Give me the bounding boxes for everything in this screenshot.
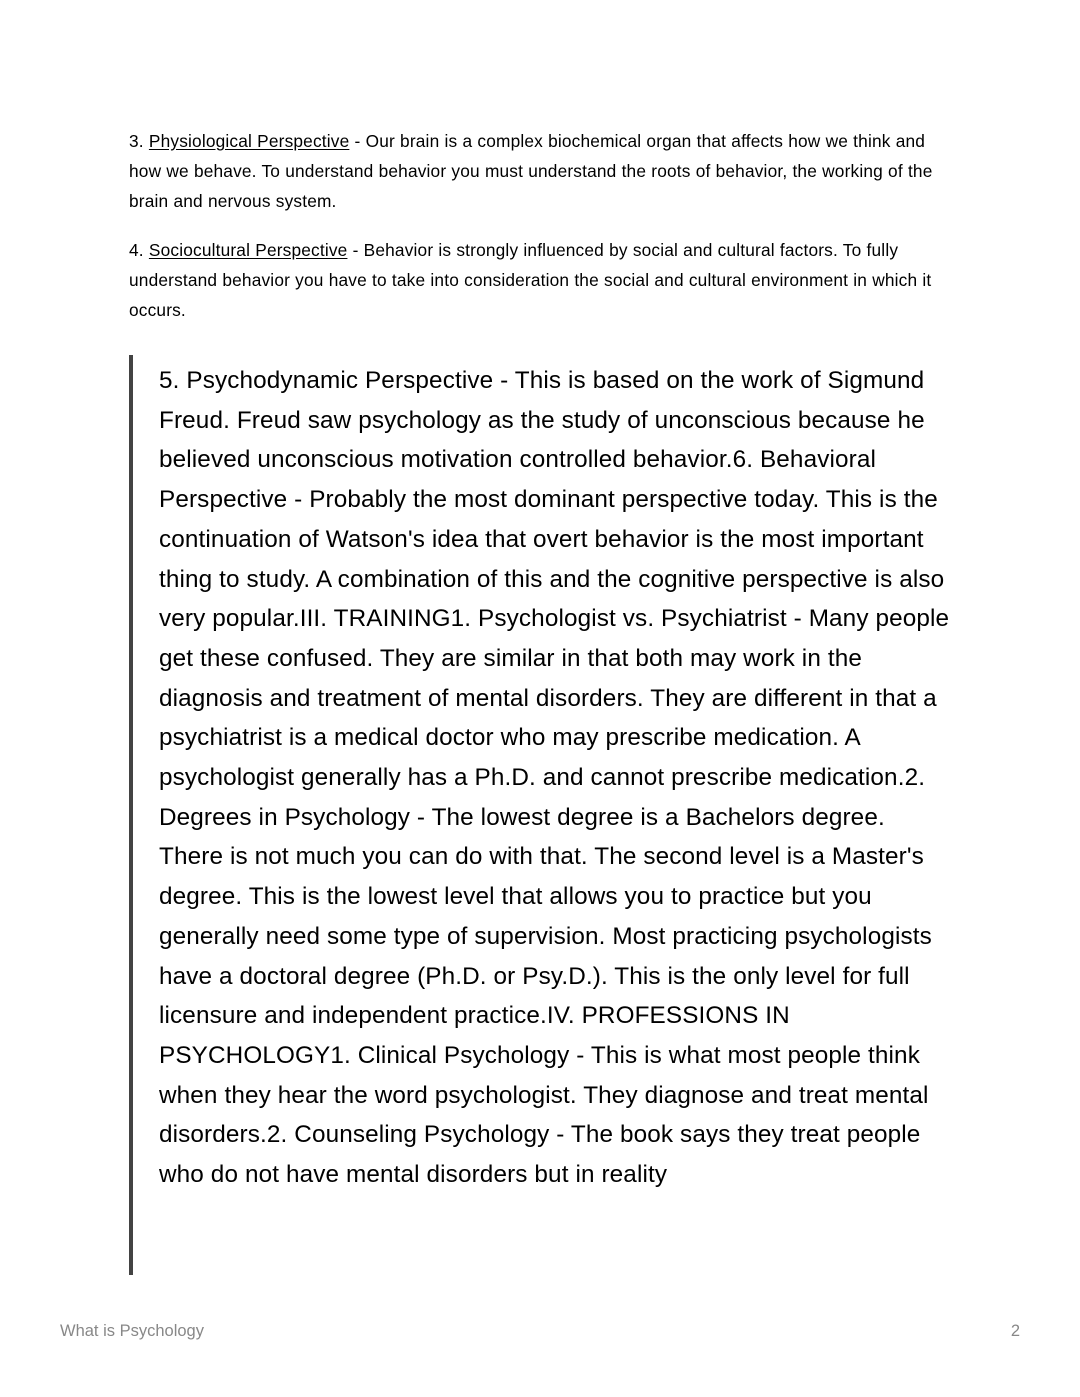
paragraph-body: - Our brain is a complex biochemical organ that affects how we think and how we behave. To understand behavior you must understand the roots of behavior, the working of the brain and nervous system. (129, 131, 933, 211)
footer-page-number: 2 (1010, 1321, 1020, 1340)
paragraph-sociocultural-perspective (129, 235, 954, 325)
footer-document-title: What is Psychology (60, 1321, 204, 1340)
paragraph-body: - Behavior is strongly influenced by social and cultural factors. To fully understand behavior you have to take into consideration the social and cultural environment in which it occurs. (129, 240, 932, 320)
document-content (129, 126, 954, 1275)
paragraph-number: 3. (129, 131, 149, 151)
paragraph-term: Physiological Perspective (148, 131, 350, 151)
paragraph-term: Sociocultural Perspective (148, 240, 348, 260)
quote-block (129, 355, 954, 1275)
page-footer (60, 1318, 1020, 1344)
paragraph-physiological-perspective (129, 126, 954, 216)
paragraph-number: 4. (129, 240, 149, 260)
quote-block-text: 5. Psychodynamic Perspective - This is based on the work of Sigmund Freud. Freud saw psychology as the study of unconscious because he believed unconscious motivation controlled behavior.6. Behavioral Perspective - Probably the most dominant perspective today. This is the continuation of Watson's idea that overt behavior is the most important thing to study. A combination of this and the cognitive perspective is also very popular.III. TRAINING1. Psychologist vs. Psychiatrist - Many people get these confused. They are similar in that both may work in the diagnosis and treatment of mental disorders. They are different in that a psychiatrist is a medical doctor who may prescribe medication. A psychologist generally has a Ph.D. and cannot prescribe medication.2. Degrees in Psychology - The lowest degree is a Bachelors degree. There is not much you can do with that. The second level is a Master's degree. This is the lowest level that allows you to practice but you generally need some type of supervision. Most practicing psychologists have a doctoral degree (Ph.D. or Psy.D.). This is the only level for full licensure and independent practice.IV. PROFESSIONS IN PSYCHOLOGY1. Clinical Psychology - This is what most people think when they hear the word psychologist. They diagnose and treat mental disorders.2. Counseling Psychology - The book says they treat people who do not have mental disorders but in reality (159, 367, 950, 1189)
